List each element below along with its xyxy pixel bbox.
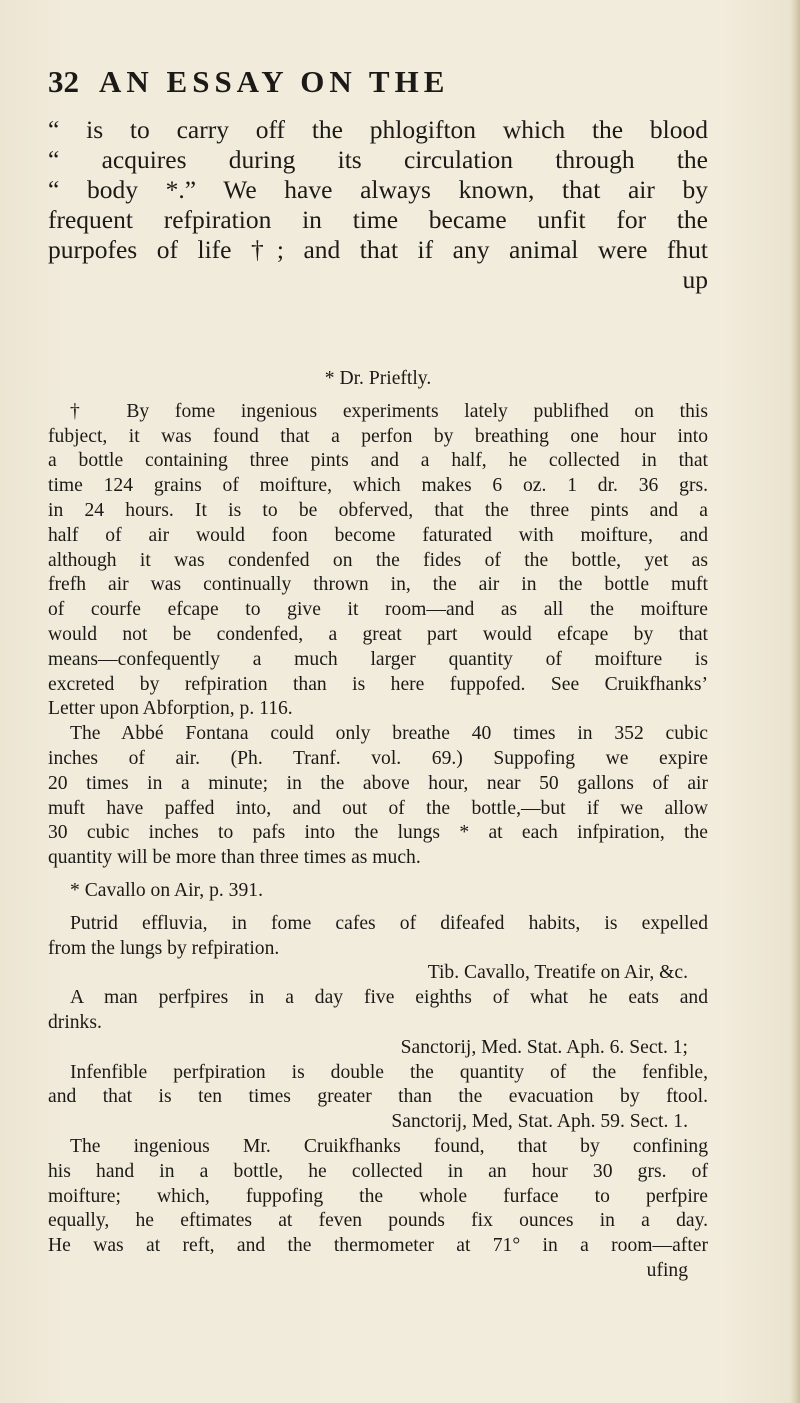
main-line: “ acquires during its circulation through the <box>48 145 708 174</box>
footnote-experiments <box>48 400 708 722</box>
footnote-fontana <box>48 722 708 871</box>
footnote-line: muft have paffed into, and out of the bottle,—but if we allow <box>48 797 708 819</box>
catchword: ufing <box>646 1259 688 1281</box>
footnote-line: fubject, it was found that a perfon by breathing one hour into <box>48 425 708 447</box>
footnote-line: equally, he eftimates at feven pounds fix ounces in a day. <box>48 1210 708 1232</box>
footnotes <box>48 367 708 1284</box>
footnote-line: The ingenious Mr. Cruikfhanks found, that by confining <box>70 1135 708 1157</box>
main-text <box>48 115 708 295</box>
footnote-line: quantity will be more than three times as much. <box>48 847 421 869</box>
footnote-putrid <box>48 912 708 986</box>
footnote-line: A man perfpires in a day five eighths of what he eats and <box>70 987 708 1009</box>
page-edge-shadow <box>790 0 800 1403</box>
catchword: up <box>682 265 708 294</box>
footnote-priestly: * Dr. Prieftly. <box>324 368 432 389</box>
footnote-line: † By fome ingenious experiments lately publifhed on this <box>70 400 708 422</box>
footnote-line: half of air would foon become faturated with moifture, and <box>48 524 708 546</box>
footnote-line: inches of air. (Ph. Tranf. vol. 69.) Suppofing we expire <box>48 747 708 769</box>
footnote-line: The Abbé Fontana could only breathe 40 times in 352 cubic <box>70 723 708 745</box>
running-title: AN ESSAY ON THE <box>99 64 450 99</box>
footnote-line: drinks. <box>48 1011 102 1033</box>
main-line: “ is to carry off the phlogifton which the blood <box>48 115 708 144</box>
footnote-line: a bottle containing three pints and a half, he collected in that <box>48 450 708 472</box>
footnote-line: from the lungs by refpiration. <box>48 937 280 959</box>
footnote-line: and that is ten times greater than the evacuation by ftool. <box>48 1086 708 1108</box>
citation: Sanctorij, Med. Stat. Aph. 6. Sect. 1; <box>400 1036 688 1058</box>
citation: Sanctorij, Med, Stat. Aph. 59. Sect. 1. <box>391 1111 688 1133</box>
footnote-line: excreted by refpiration than is here fuppofed. See Cruikfhanks’ <box>48 673 708 695</box>
footnote-line: his hand in a bottle, he collected in an hour 30 grs. of <box>48 1160 708 1182</box>
main-line: frequent refpiration in time became unfit for the <box>48 205 708 234</box>
running-header <box>48 64 708 100</box>
citation: Tib. Cavallo, Treatife on Air, &c. <box>427 962 688 984</box>
main-line: purpofes of life †; and that if any animal were fhut <box>48 235 708 264</box>
footnote-line: Infenfible perfpiration is double the quantity of the fenfible, <box>70 1061 708 1083</box>
page-number: 32 <box>48 64 79 99</box>
footnote-line: frefh air was continually thrown in, the air in the bottle muft <box>48 574 708 596</box>
footnote-line: would not be condenfed, a great part would efcape by that <box>48 623 708 645</box>
footnote-cruikshanks <box>48 1135 708 1284</box>
footnote-insensible <box>48 1061 708 1135</box>
footnote-line: moifture; which, fuppofing the whole furface to perfpire <box>48 1185 708 1207</box>
footnote-line: of courfe efcape to give it room—and as all the moifture <box>48 599 708 621</box>
main-line: “ body *.” We have always known, that air by <box>48 175 708 204</box>
footnote-line: 30 cubic inches to pafs into the lungs * at each infpiration, the <box>48 822 708 844</box>
footnote-line: although it was condenfed on the fides of the bottle, yet as <box>48 549 708 571</box>
footnote-line: 20 times in a minute; in the above hour, near 50 gallons of air <box>48 772 708 794</box>
footnote-line: means—confequently a much larger quantity of moifture is <box>48 648 708 670</box>
footnote-line: He was at reft, and the thermometer at 71° in a room—after <box>48 1235 708 1257</box>
footnote-man <box>48 986 708 1060</box>
footnote-line: time 124 grains of moifture, which makes 6 oz. 1 dr. 36 grs. <box>48 475 708 497</box>
footnote-line: Putrid effluvia, in fome cafes of difeafed habits, is expelled <box>70 912 708 934</box>
footnote-line: in 24 hours. It is to be obferved, that the three pints and a <box>48 499 708 521</box>
footnote-line: Letter upon Abforption, p. 116. <box>48 698 293 720</box>
footnote-cavallo-ref: * Cavallo on Air, p. 391. <box>70 879 263 901</box>
